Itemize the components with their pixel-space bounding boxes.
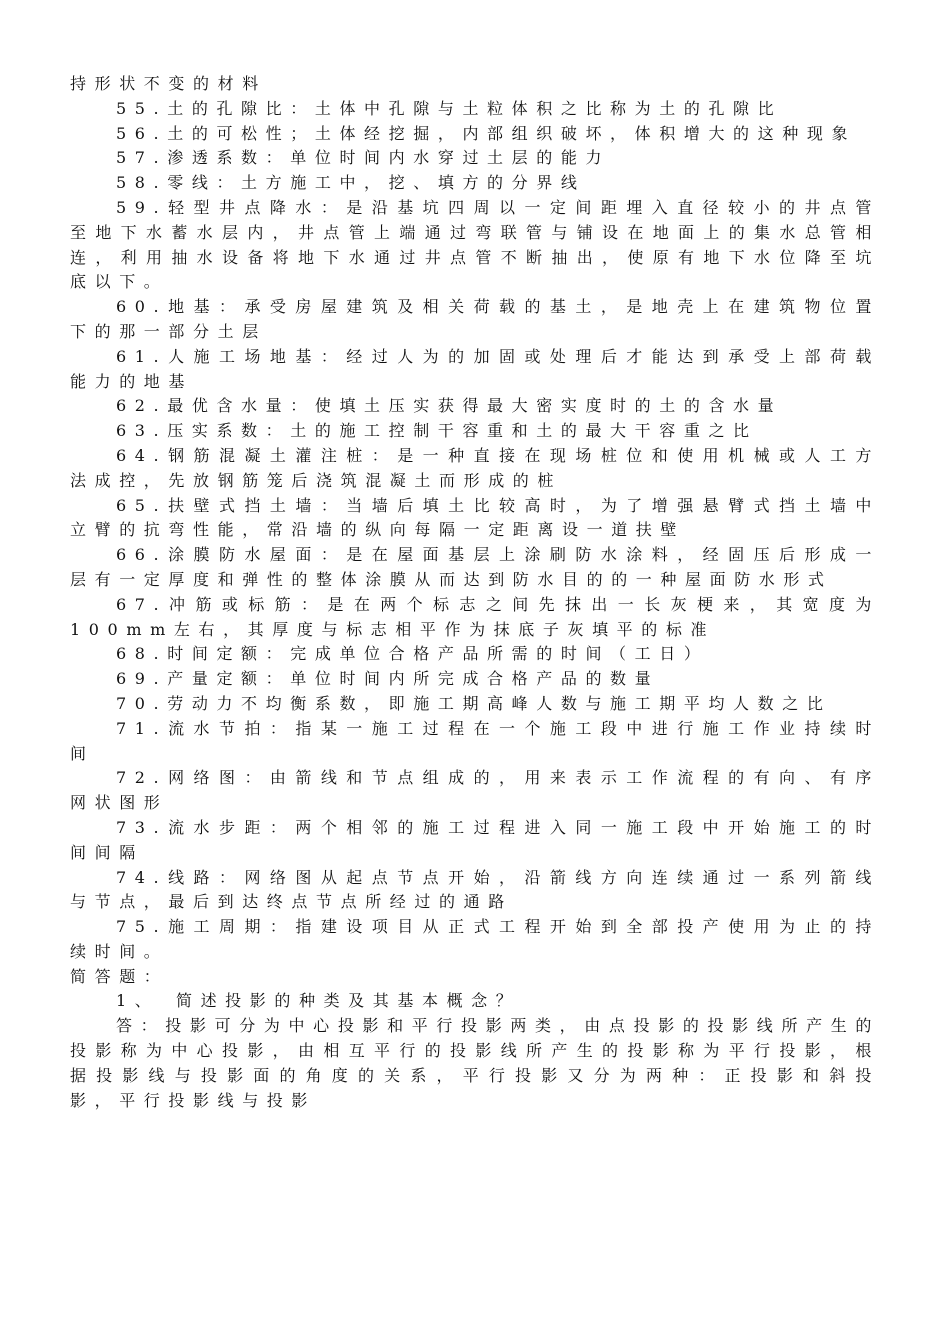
definition-paragraph: 64.钢筋混凝土灌注桩：是一种直接在现场桩位和使用机械或人工方法成控，先放钢筋笼后浇筑混凝土而形成的桩 <box>70 445 880 490</box>
qa-paragraph: 答：投影可分为中心投影和平行投影两类，由点投影的投影线所产生的投影称为中心投影，由相互平行的投影线所产生的投影称为平行投影，根据投影线与投影面的角度的关系，平行投影又分为两种：正投影和斜投影，平行投影线与投影 <box>70 1016 880 1110</box>
qa-list <box>70 989 880 1113</box>
definition-paragraph: 62.最优含水量：使填土压实获得最大密实度时的土的含水量 <box>116 396 783 416</box>
definition-paragraph: 75.施工周期：指建设项目从正式工程开始到全部投产使用为止的持续时间。 <box>70 917 880 961</box>
definition-paragraph: 58.零线：土方施工中，挖、填方的分界线 <box>116 173 586 193</box>
definition-paragraph: 63.压实系数：土的施工控制干容重和土的最大干容重之比 <box>116 421 758 441</box>
definition-paragraph: 67.冲筋或标筋：是在两个标志之间先抹出一长灰梗来，其宽度为100mm左右，其厚度与标志相平作为抹底子灰填平的标准 <box>70 594 880 639</box>
definition-paragraph: 55.土的孔隙比：土体中孔隙与土粒体积之比称为土的孔隙比 <box>116 98 783 118</box>
definition-paragraph: 56.土的可松性；土体经挖掘，内部组织破坏，体积增大的这种现象 <box>116 123 857 143</box>
definition-paragraph: 60.地基：承受房屋建筑及相关荷载的基土，是地壳上在建筑物位置下的那一部分土层 <box>70 297 880 341</box>
definition-paragraph: 73.流水步距：两个相邻的施工过程进入同一施工段中开始施工的时间间隔 <box>70 817 880 862</box>
definition-paragraph: 74.线路：网络图从起点节点开始，沿箭线方向连续通过一系列箭线与节点，最后到达终点节点所经过的通路 <box>70 867 880 912</box>
definition-paragraph: 72.网络图：由箭线和节点组成的，用来表示工作流程的有向、有序网状图形 <box>70 768 880 813</box>
definition-paragraph: 持形状不变的材料 <box>70 74 267 93</box>
definition-paragraph: 71.流水节拍：指某一施工过程在一个施工段中进行施工作业持续时间 <box>70 718 880 763</box>
definition-paragraph: 65.扶壁式挡土墙：当墙后填土比较高时，为了增强悬臂式挡土墙中立臂的抗弯性能，常沿墙的纵向每隔一定距离设一道扶壁 <box>70 495 880 540</box>
definition-paragraph: 57.渗透系数：单位时间内水穿过土层的能力 <box>116 148 611 168</box>
definition-paragraph: 69.产量定额：单位时间内所完成合格产品的数量 <box>116 669 660 689</box>
definition-paragraph: 59.轻型井点降水：是沿基坑四周以一定间距埋入直径较小的井点管至地下水蓄水层内，井点管上端通过弯联管与铺设在地面上的集水总管相连，利用抽水设备将地下水通过井点管不断抽出，使原有地下水位降至坑底以下。 <box>70 197 880 292</box>
document-page <box>70 72 880 1113</box>
qa-paragraph: 1、 简述投影的种类及其基本概念？ <box>116 991 521 1011</box>
definition-list <box>70 72 880 965</box>
definition-paragraph: 68.时间定额：完成单位合格产品所需的时间（工日） <box>116 644 709 664</box>
definition-paragraph: 70.劳动力不均衡系数，即施工期高峰人数与施工期平均人数之比 <box>116 693 832 713</box>
definition-paragraph: 66.涂膜防水屋面：是在屋面基层上涂刷防水涂料，经固压后形成一层有一定厚度和弹性的整体涂膜从而达到防水目的的一种屋面防水形式 <box>70 545 880 589</box>
section-heading: 简答题： <box>70 966 169 986</box>
definition-paragraph: 61.人施工场地基：经过人为的加固或处理后才能达到承受上部荷载能力的地基 <box>70 346 880 391</box>
